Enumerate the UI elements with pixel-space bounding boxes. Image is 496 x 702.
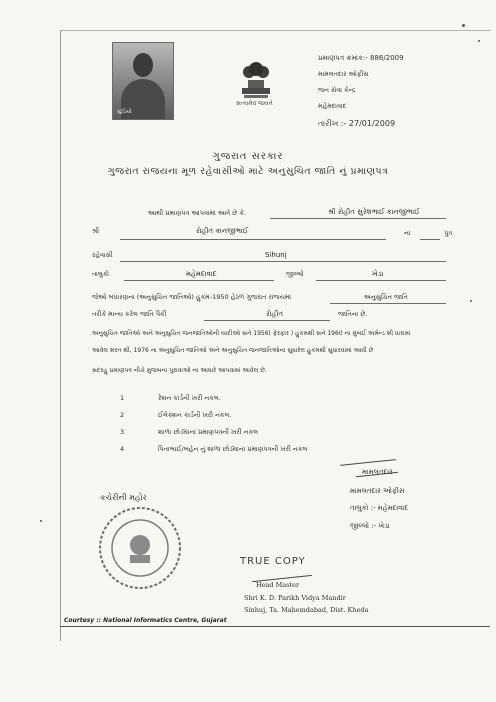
attestor-role: Head Master [256, 581, 300, 589]
district-underline [316, 280, 446, 281]
issue-date: તારીખ :- 27/01/2009 [318, 119, 396, 128]
signatory-office: મામલતદાર ઓફીસ [350, 487, 405, 495]
courtesy-note: Courtesy :: National Informatics Centre, Gujarat [64, 617, 227, 624]
attestor-address: Sinhuj, Ta. Mahemdabad, Dist. Kheda [244, 606, 369, 614]
recognised-caste-text: તરીકે માન્ય કરેલ જાતિ પૈકી [92, 310, 167, 318]
certificate-number: પ્રમાણપત્ર ક્રમાંક:- 886/2009 [318, 54, 404, 62]
taluka-label: તાલુકો [92, 270, 110, 278]
caste-class-underline [330, 303, 446, 304]
emblem-caption: સત્યમેવ જયતે [236, 100, 273, 107]
evidence-intro: સદરહુ પ્રમાણપત્ર નીચે મુજબના પુરાવાઓ ના આધારે આપવામાં આવેલ છે. [92, 367, 267, 374]
intro-text: આથી પ્રમાણપત્ર આપવામાં આવે છે કે. [148, 209, 247, 217]
doc-item: રેશન કાર્ડની ખરી નકલ. [158, 394, 221, 402]
issuing-office: મામલતદાર ઓફીસ [318, 70, 369, 78]
na-label: ના [404, 229, 411, 237]
signatory-designation: મામલતદાર [362, 468, 393, 476]
certificate-title: ગુજરાત રાજયના મૂળ રહેવાસીઓ માટે અનુસુચિત જાતિ નું પ્રમાણપત્ર [107, 166, 389, 177]
order-line-a: જેઓ બંધારણના (અનુસુચિત જાતિઓ) હુકમ-1950 હેઠળ ગુજરાત રાજયમાં [92, 293, 292, 301]
caste-suffix: જાતિના છે. [338, 310, 368, 318]
caste-value: રોહીત [266, 310, 283, 318]
district-value: ખેડા [372, 270, 384, 278]
district-label: જીલ્લો [286, 270, 304, 278]
attestor-school: Shri K. D. Parikh Vidya Mandir [244, 594, 346, 602]
issuing-place: મહેમદાવાદ [318, 102, 347, 110]
amendment-line-1: અનુસુચિત જાતિઓ અને અનુસુચિત જનજાતિઓની યાદીઓ સને 1956( ફેરફાર ) હુકમથી સને 1960 ના મુંબઈ અમેન્ડ શી ધારામાં [92, 330, 411, 337]
applicant-photo [112, 42, 174, 120]
caste-underline [204, 320, 330, 321]
amendment-line-2: આવેલ શરત થી, 1976 ના અનુસુચિત જાતિઓ અને અનુસુચિત જનજાતિઓના સુધારેલ હુકમથી સુધારવામાં આવી છે [92, 347, 374, 354]
son-underline [420, 239, 440, 240]
doc-number: 2 [120, 411, 125, 419]
resident-label: રહેવાસી [92, 251, 113, 259]
village-name: Sihunj [265, 251, 287, 259]
doc-item: શાળા છોડ્યાનાં પ્રમાણપત્રની ખરી નકલ [158, 428, 259, 436]
scan-speck [470, 300, 472, 302]
taluka-underline [124, 280, 274, 281]
signatory-taluka: તાલુકો :- મહેમદાવાદ [350, 504, 409, 512]
doc-number: 3 [120, 428, 125, 436]
father-underline [120, 239, 386, 240]
state-emblem-icon [238, 58, 274, 100]
signatory-district: જીલ્લો :- ખેડા [350, 522, 390, 530]
service-centre: જન સેવા કેન્દ્ર [318, 86, 356, 94]
shri-label: શ્રી [92, 227, 100, 235]
scan-speck [40, 520, 42, 522]
photo-caption: સ્ટુડિયો [117, 109, 132, 115]
seal-label: કચેરીની મહોર [100, 493, 147, 502]
applicant-underline [270, 218, 446, 219]
applicant-name: શ્રી રોહીત સુરેશભાઈ કાનજીભાઈ [328, 208, 420, 216]
office-seal-icon [96, 505, 184, 591]
order-line-b: અનુસુચિત જાતિ [364, 293, 408, 301]
true-copy-stamp: TRUE COPY [240, 556, 306, 567]
scan-speck [462, 24, 465, 27]
doc-number: 1 [120, 394, 125, 402]
father-name: રોહીત કાનજીભાઈ [196, 227, 249, 235]
doc-item: ઈલેક્શન કાર્ડની ખરી નકલ. [158, 411, 232, 419]
son-label: પુત્ર [444, 229, 453, 237]
doc-number: 4 [120, 445, 125, 453]
village-underline [120, 261, 446, 262]
doc-item: પિતાભાઈ/બહેન નું શાળા છોડ્યાનાં પ્રમાણપત્રની ખરી નકલ [158, 445, 308, 453]
state-name: ગુજરાત સરકાર [212, 151, 284, 162]
footer-rule [60, 626, 490, 627]
taluka-value: મહેમદાવાદ [186, 270, 217, 278]
scan-speck [478, 40, 480, 42]
photo-head [133, 53, 153, 77]
